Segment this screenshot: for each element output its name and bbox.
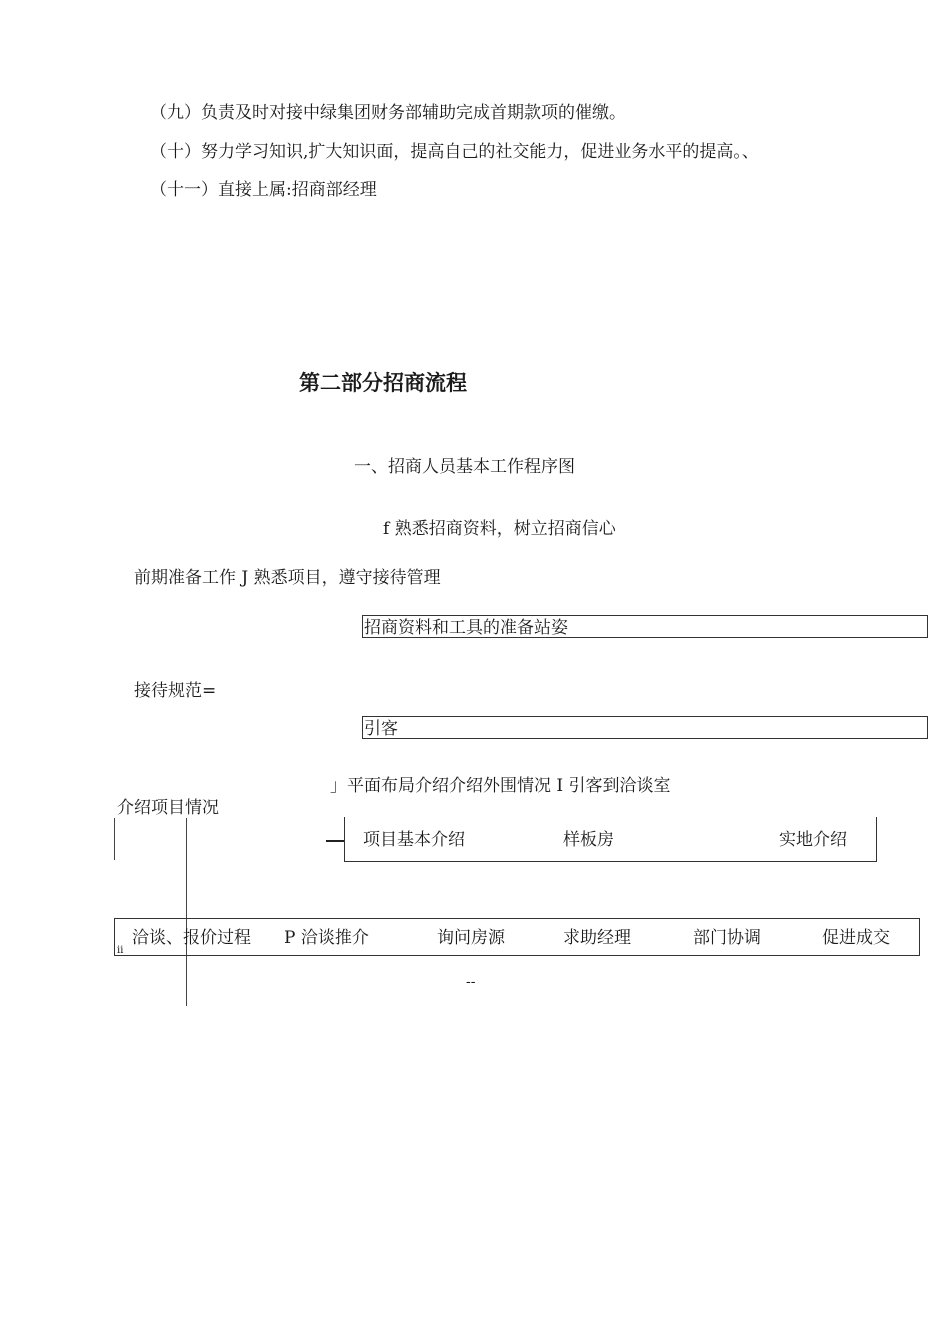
flow-ask-listing: 询问房源 (437, 928, 505, 948)
flow-familiar-materials: f 熟悉招商资料，树立招商信心 (383, 519, 616, 539)
flow-project-intro: 介绍项目情况 (117, 798, 219, 818)
small-mark: ⅱ (117, 945, 124, 956)
flow-close-deal: 促进成交 (822, 928, 890, 948)
negotiation-box (114, 918, 920, 956)
flow-guide-guest: 引客 (364, 719, 398, 739)
list-item-9: （九）负责及时对接中绿集团财务部辅助完成首期款项的催缴。 (150, 103, 626, 123)
flow-negotiation-push: P 洽谈推介 (284, 928, 369, 948)
section-title: 第二部分招商流程 (299, 371, 467, 395)
connector-left-short (114, 818, 115, 860)
list-item-11: （十一）直接上属:招商部经理 (150, 180, 377, 200)
connector-main-vertical (186, 818, 187, 1006)
connector-dash (326, 840, 344, 842)
subsection-title: 一、招商人员基本工作程序图 (354, 457, 575, 477)
flow-materials-tools: 招商资料和工具的准备站姿 (364, 618, 568, 638)
project-intro-box (344, 817, 877, 862)
flow-negotiation: 洽谈、报价过程 (132, 928, 251, 948)
flow-dept-coord: 部门协调 (693, 928, 761, 948)
materials-tools-box (362, 615, 928, 638)
flow-layout-intro: 」平面布局介绍介绍外围情况 I 引客到洽谈室 (330, 776, 671, 796)
guide-guest-box (362, 716, 928, 739)
flow-reception-norms: 接待规范= (134, 681, 217, 701)
flow-ask-manager: 求助经理 (563, 928, 631, 948)
flow-dash: -- (466, 974, 476, 990)
flow-site-intro: 实地介绍 (779, 830, 847, 850)
flow-project-basic: 项目基本介绍 (363, 830, 465, 850)
list-item-10: （十）努力学习知识,扩大知识面，提高自己的社交能力，促进业务水平的提高。、 (150, 142, 759, 162)
flow-prep-work: 前期准备工作 J 熟悉项目，遵守接待管理 (134, 568, 441, 588)
flow-model-room: 样板房 (563, 830, 614, 850)
